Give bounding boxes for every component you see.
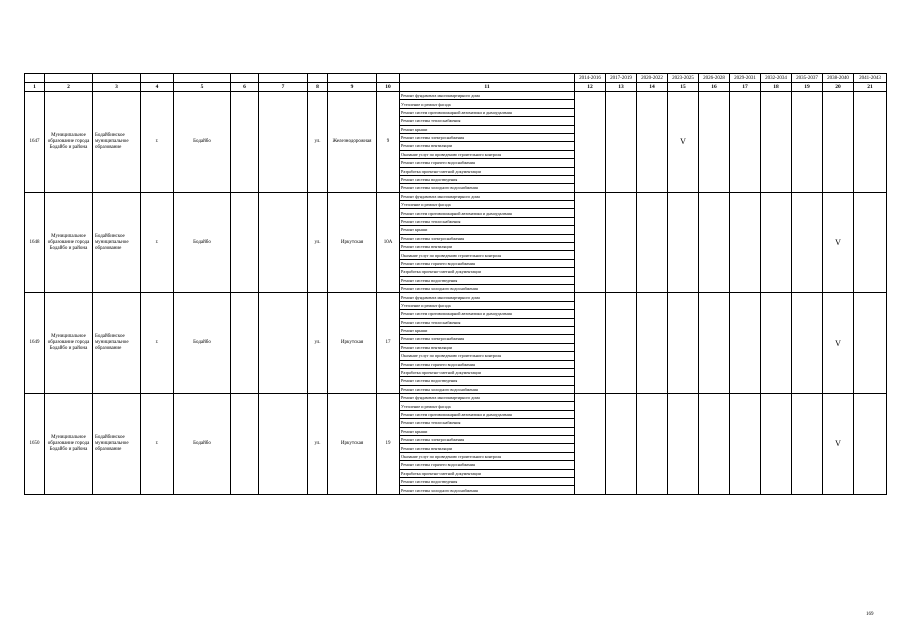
period-cell [792,92,823,193]
year-header-blank [25,74,45,83]
locality-type-cell: г. [141,293,174,394]
record-number: 1649 [25,293,45,394]
work-item-cell: Ремонт системы горячего водоснабжения [400,159,575,167]
blank-cell [259,293,308,394]
street-cell: Иркутская [328,293,377,394]
period-cell [575,92,606,193]
column-number-cell: 16 [699,83,730,92]
work-item-cell: Ремонт системы водоотведения [400,477,575,485]
work-item-cell: Ремонт систем противопожарной автоматики и дымоудаления [400,310,575,318]
work-item-cell: Ремонт фундамента многоквартирного дома [400,394,575,402]
year-header-blank [328,74,377,83]
work-item-cell: Оказание услуг по проведению строительного контроля [400,352,575,360]
locality-cell: Бодайбо [174,92,231,193]
locality-type-cell: г. [141,394,174,495]
year-header-blank [174,74,231,83]
street-type-cell: ул. [308,394,328,495]
blank-cell [231,192,259,293]
settlement-cell: Бодайбинское муниципальное образование [93,293,141,394]
column-number-cell: 6 [231,83,259,92]
work-item-cell: Ремонт системы вентиляции [400,343,575,351]
locality-cell: Бодайбо [174,192,231,293]
blank-cell [259,92,308,193]
work-item-cell: Ремонт системы электроснабжения [400,436,575,444]
period-cell [730,394,761,495]
period-cell [854,293,887,394]
column-number-cell: 14 [637,83,668,92]
period-cell [761,92,792,193]
work-item-cell: Ремонт системы холодного водоснабжения [400,486,575,494]
period-cell [668,192,699,293]
column-number-cell: 12 [575,83,606,92]
column-number-row [25,83,887,92]
period-cell [637,293,668,394]
work-item-cell: Ремонт системы электроснабжения [400,335,575,343]
work-item-cell: Ремонт системы вентиляции [400,142,575,150]
work-item-cell: Ремонт крыши [400,427,575,435]
work-item-cell: Ремонт систем противопожарной автоматики и дымоудаления [400,209,575,217]
work-item-cell: Ремонт системы водоотведения [400,276,575,284]
street-cell: Иркутская [328,394,377,495]
work-item-cell: Ремонт системы горячего водоснабжения [400,360,575,368]
year-header-cell: 2023-2025 [668,74,699,83]
period-cell [575,394,606,495]
table-row [25,394,887,402]
work-item-cell: Ремонт систем противопожарной автоматики и дымоудаления [400,410,575,418]
page-number: 169 [866,612,874,617]
work-item-cell: Оказание услуг по проведению строительного контроля [400,251,575,259]
period-mark: V [668,92,699,193]
street-cell: Иркутская [328,192,377,293]
blank-cell [231,92,259,193]
work-item-cell: Ремонт фундамента многоквартирного дома [400,92,575,100]
work-item-cell: Ремонт системы теплоснабжения [400,318,575,326]
house-number-cell: 10А [377,192,400,293]
year-header-cell: 2032-2034 [761,74,792,83]
work-item-cell: Разработка проектно-сметной документации [400,167,575,175]
period-cell [699,92,730,193]
year-header-blank [231,74,259,83]
work-item-cell: Ремонт системы теплоснабжения [400,217,575,225]
year-header-blank [141,74,174,83]
record-number: 1648 [25,192,45,293]
settlement-cell: Бодайбинское муниципальное образование [93,394,141,495]
schedule-body [25,92,887,495]
column-number-cell: 5 [174,83,231,92]
period-cell [761,394,792,495]
year-header-blank [259,74,308,83]
column-number-cell: 19 [792,83,823,92]
work-item-cell: Ремонт системы электроснабжения [400,234,575,242]
year-header-cell: 2017-2019 [606,74,637,83]
column-number-cell: 9 [328,83,377,92]
year-header-cell: 2014-2016 [575,74,606,83]
year-header-cell: 2029-2031 [730,74,761,83]
column-number-cell: 1 [25,83,45,92]
work-item-cell: Ремонт системы вентиляции [400,444,575,452]
period-cell [699,394,730,495]
work-item-cell: Ремонт системы электроснабжения [400,133,575,141]
work-item-cell: Ремонт крыши [400,226,575,234]
period-cell [606,293,637,394]
locality-cell: Бодайбо [174,394,231,495]
work-item-cell: Ремонт системы вентиляции [400,243,575,251]
column-number-cell: 17 [730,83,761,92]
period-cell [730,192,761,293]
municipality-cell: Муниципальное образование города Бодайбо и района [45,394,93,495]
table-row [25,192,887,200]
year-header-blank [45,74,93,83]
column-number-cell: 11 [400,83,575,92]
work-item-cell: Ремонт системы горячего водоснабжения [400,461,575,469]
period-cell [761,192,792,293]
year-header-cell: 2041-2043 [854,74,887,83]
work-item-cell: Ремонт системы горячего водоснабжения [400,259,575,267]
work-item-cell: Разработка проектно-сметной документации [400,268,575,276]
period-cell [637,192,668,293]
period-cell [699,192,730,293]
period-cell [575,293,606,394]
work-item-cell: Утепление и ремонт фасада [400,301,575,309]
period-cell [792,192,823,293]
period-cell [792,394,823,495]
period-cell [761,293,792,394]
column-number-cell: 4 [141,83,174,92]
work-item-cell: Ремонт фундамента многоквартирного дома [400,293,575,301]
work-item-cell: Ремонт системы теплоснабжения [400,117,575,125]
work-item-cell: Утепление и ремонт фасада [400,201,575,209]
work-item-cell: Утепление и ремонт фасада [400,100,575,108]
column-number-cell: 20 [823,83,854,92]
period-cell [668,293,699,394]
period-cell [637,92,668,193]
period-mark: V [823,293,854,394]
blank-cell [231,394,259,495]
settlement-cell: Бодайбинское муниципальное образование [93,192,141,293]
column-number-cell: 18 [761,83,792,92]
work-item-cell: Оказание услуг по проведению строительного контроля [400,150,575,158]
period-cell [730,293,761,394]
year-header-row [25,74,887,83]
locality-type-cell: г. [141,92,174,193]
capital-repair-schedule [24,73,882,495]
municipality-cell: Муниципальное образование города Бодайбо и района [45,293,93,394]
period-cell [606,92,637,193]
period-cell [854,394,887,495]
period-cell [606,394,637,495]
year-header-blank [308,74,328,83]
column-number-cell: 3 [93,83,141,92]
year-header-cell: 2020-2022 [637,74,668,83]
street-type-cell: ул. [308,293,328,394]
period-cell [854,192,887,293]
work-item-cell: Разработка проектно-сметной документации [400,469,575,477]
column-number-cell: 21 [854,83,887,92]
work-item-cell: Ремонт системы теплоснабжения [400,419,575,427]
column-number-cell: 8 [308,83,328,92]
period-mark: V [823,394,854,495]
year-header-cell: 2026-2028 [699,74,730,83]
work-item-cell: Ремонт крыши [400,326,575,334]
record-number: 1647 [25,92,45,193]
locality-type-cell: г. [141,192,174,293]
work-item-cell: Ремонт фундамента многоквартирного дома [400,192,575,200]
column-number-cell: 10 [377,83,400,92]
house-number-cell: 19 [377,394,400,495]
table-row [25,92,887,100]
period-cell [668,394,699,495]
year-header-blank [93,74,141,83]
work-item-cell: Утепление и ремонт фасада [400,402,575,410]
blank-cell [259,394,308,495]
table-row [25,293,887,301]
work-item-cell: Ремонт крыши [400,125,575,133]
locality-cell: Бодайбо [174,293,231,394]
period-cell [792,293,823,394]
period-cell [854,92,887,193]
work-item-cell: Ремонт системы холодного водоснабжения [400,385,575,393]
municipality-cell: Муниципальное образование города Бодайбо и района [45,92,93,193]
period-cell [606,192,637,293]
house-number-cell: 9 [377,92,400,193]
year-header-cell: 2035-2037 [792,74,823,83]
municipality-cell: Муниципальное образование города Бодайбо и района [45,192,93,293]
house-number-cell: 17 [377,293,400,394]
schedule-table [24,73,887,495]
street-type-cell: ул. [308,92,328,193]
blank-cell [231,293,259,394]
work-item-cell: Разработка проектно-сметной документации [400,368,575,376]
period-cell [575,192,606,293]
column-number-cell: 15 [668,83,699,92]
period-cell [699,293,730,394]
street-cell: Железнодорожная [328,92,377,193]
period-cell [823,92,854,193]
column-number-cell: 2 [45,83,93,92]
period-cell [730,92,761,193]
period-mark: V [823,192,854,293]
street-type-cell: ул. [308,192,328,293]
year-header-cell: 2038-2040 [823,74,854,83]
column-number-cell: 7 [259,83,308,92]
work-item-cell: Ремонт системы холодного водоснабжения [400,184,575,192]
period-cell [637,394,668,495]
column-number-cell: 13 [606,83,637,92]
blank-cell [259,192,308,293]
work-item-cell: Оказание услуг по проведению строительного контроля [400,452,575,460]
work-item-cell: Ремонт системы холодного водоснабжения [400,284,575,292]
settlement-cell: Бодайбинское муниципальное образование [93,92,141,193]
work-item-cell: Ремонт системы водоотведения [400,175,575,183]
record-number: 1650 [25,394,45,495]
year-header-blank [400,74,575,83]
work-item-cell: Ремонт систем противопожарной автоматики и дымоудаления [400,108,575,116]
work-item-cell: Ремонт системы водоотведения [400,377,575,385]
year-header-blank [377,74,400,83]
